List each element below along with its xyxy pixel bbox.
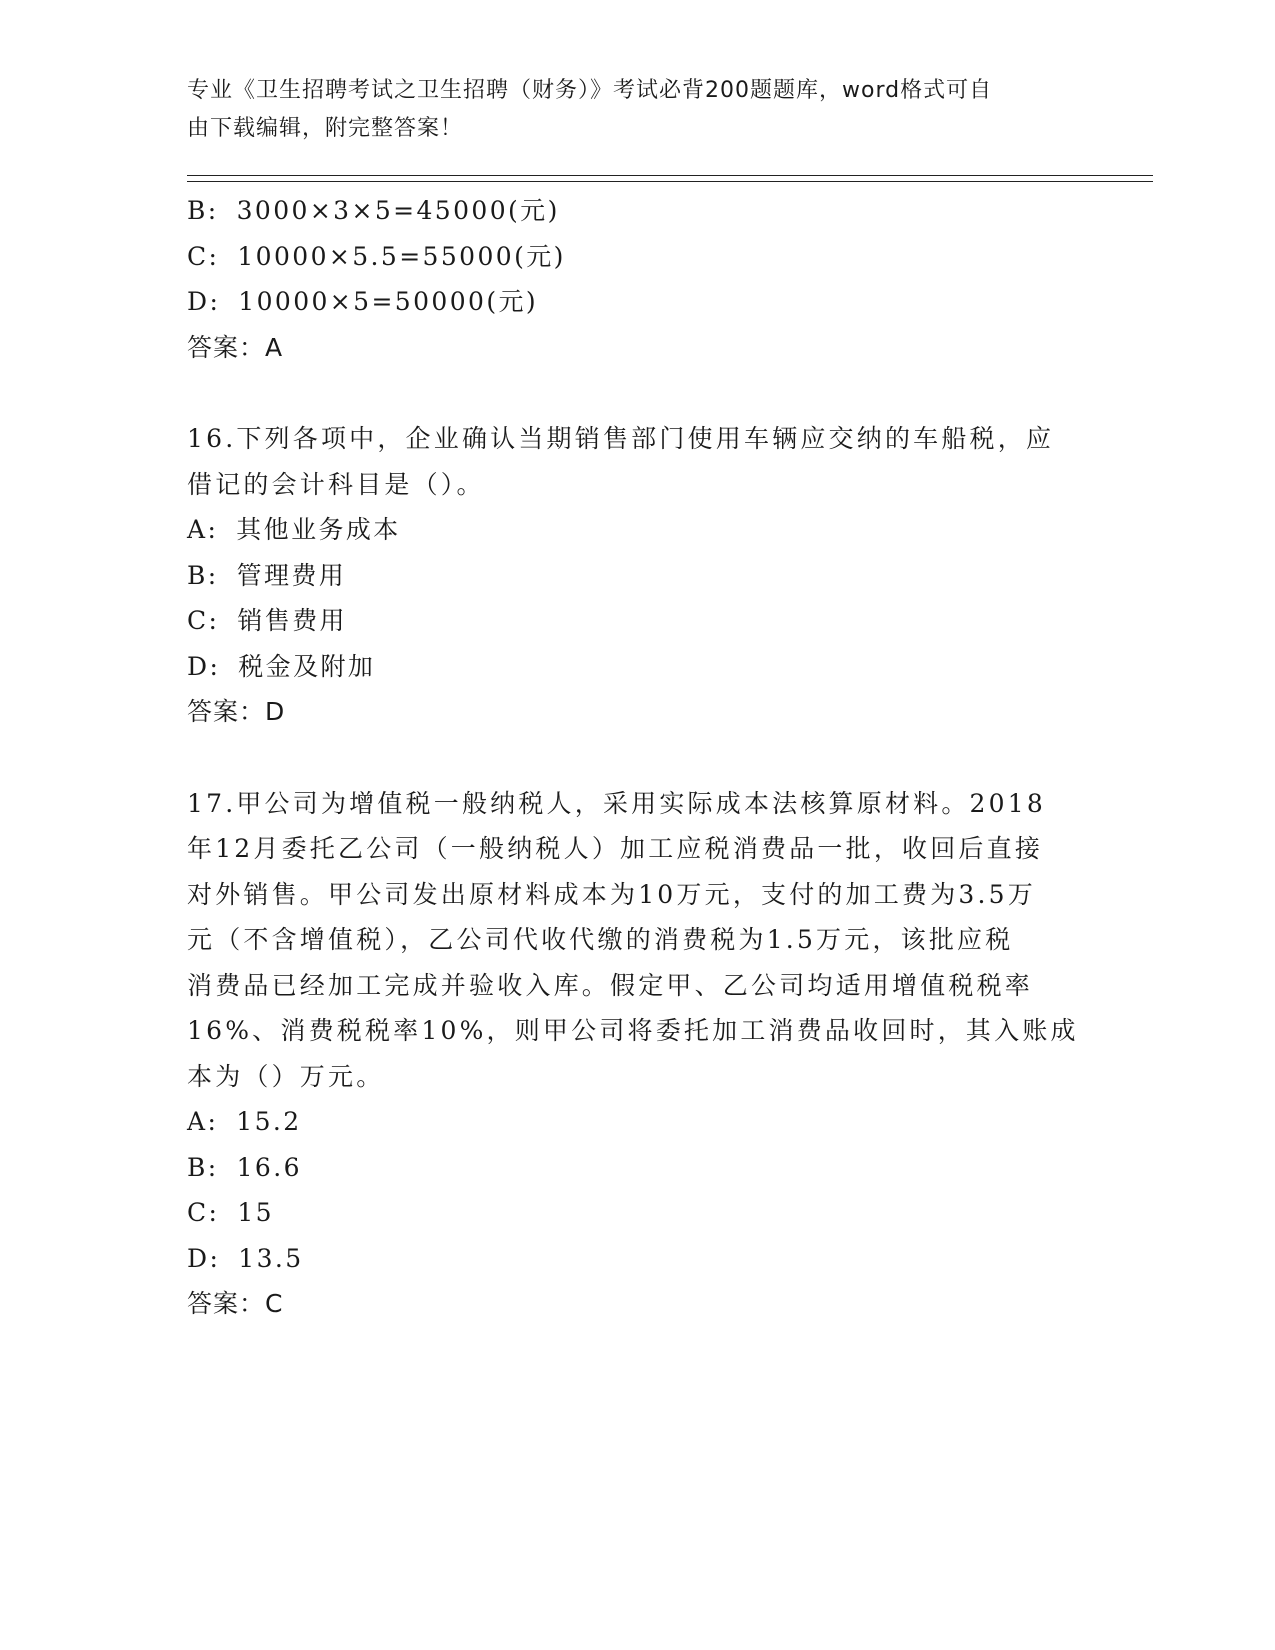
question-15-options [187, 188, 1087, 325]
option-d [187, 644, 1087, 690]
option-text: 13.5 [238, 1243, 304, 1273]
option-label: D: [187, 1243, 221, 1273]
question-line: 年12月委托乙公司（一般纳税人）加工应税消费品一批，收回后直接 [187, 834, 1044, 863]
option-text: 16.6 [236, 1152, 302, 1182]
option-text: 10000×5.5=55000(元) [237, 241, 566, 271]
option-b [187, 1145, 1087, 1191]
option-c [187, 1190, 1087, 1236]
option-c [187, 598, 1087, 644]
option-c [187, 234, 1087, 280]
question-line: 16.下列各项中，企业确认当期销售部门使用车辆应交纳的车船税，应 [187, 424, 1055, 453]
option-d [187, 279, 1087, 325]
document-body [187, 188, 1087, 1327]
header-line-2: 由下载编辑，附完整答案！ [187, 116, 464, 141]
option-label: B: [187, 196, 219, 225]
option-text: 其他业务成本 [236, 515, 401, 544]
option-a [187, 1099, 1087, 1145]
option-label: A: [187, 515, 219, 544]
option-label: C: [187, 606, 220, 635]
option-label: B: [187, 560, 219, 590]
question-15-answer: 答案：A [187, 332, 284, 362]
option-label: A: [187, 1107, 219, 1136]
option-label: B: [187, 1152, 219, 1182]
header-line-1: 专业《卫生招聘考试之卫生招聘（财务）》考试必背200题题库，word格式可自 [187, 78, 993, 103]
option-text: 管理费用 [236, 560, 347, 590]
question-16-answer: 答案：D [187, 697, 286, 726]
option-text: 10000×5=50000(元) [238, 287, 539, 316]
document-header [187, 72, 1067, 148]
question-line: 17.甲公司为增值税一般纳税人，采用实际成本法核算原材料。2018 [187, 788, 1046, 818]
spacer [187, 735, 1087, 781]
question-line: 16%、消费税税率10%，则甲公司将委托加工消费品收回时，其入账成 [187, 1016, 1079, 1045]
spacer [187, 370, 1087, 416]
option-label: D: [187, 651, 221, 681]
header-divider-top [187, 175, 1153, 176]
header-divider-bottom [187, 181, 1153, 182]
question-line: 对外销售。甲公司发出原材料成本为10万元，支付的加工费为3.5万 [187, 879, 1036, 909]
option-text: 税金及附加 [238, 651, 376, 681]
option-text: 15.2 [236, 1107, 302, 1136]
question-16-options [187, 507, 1087, 689]
option-b [187, 188, 1087, 234]
option-text: 15 [237, 1198, 274, 1227]
option-b [187, 553, 1087, 599]
question-17-answer: 答案：C [187, 1289, 284, 1318]
option-text: 销售费用 [237, 606, 347, 635]
question-line: 借记的会计科目是（）。 [187, 469, 485, 499]
option-a [187, 507, 1087, 553]
question-line: 元（不含增值税），乙公司代收代缴的消费税为1.5万元，该批应税 [187, 925, 1014, 954]
question-17-options [187, 1099, 1087, 1281]
question-line: 本为（）万元。 [187, 1061, 385, 1091]
option-text: 3000×3×5=45000(元) [236, 196, 560, 225]
option-label: D: [187, 287, 221, 316]
option-label: C: [187, 241, 220, 271]
question-line: 消费品已经加工完成并验收入库。假定甲、乙公司均适用增值税税率 [187, 970, 1034, 1000]
question-16-text [187, 416, 1087, 507]
option-d [187, 1236, 1087, 1282]
option-label: C: [187, 1198, 220, 1227]
question-17-text [187, 781, 1087, 1100]
